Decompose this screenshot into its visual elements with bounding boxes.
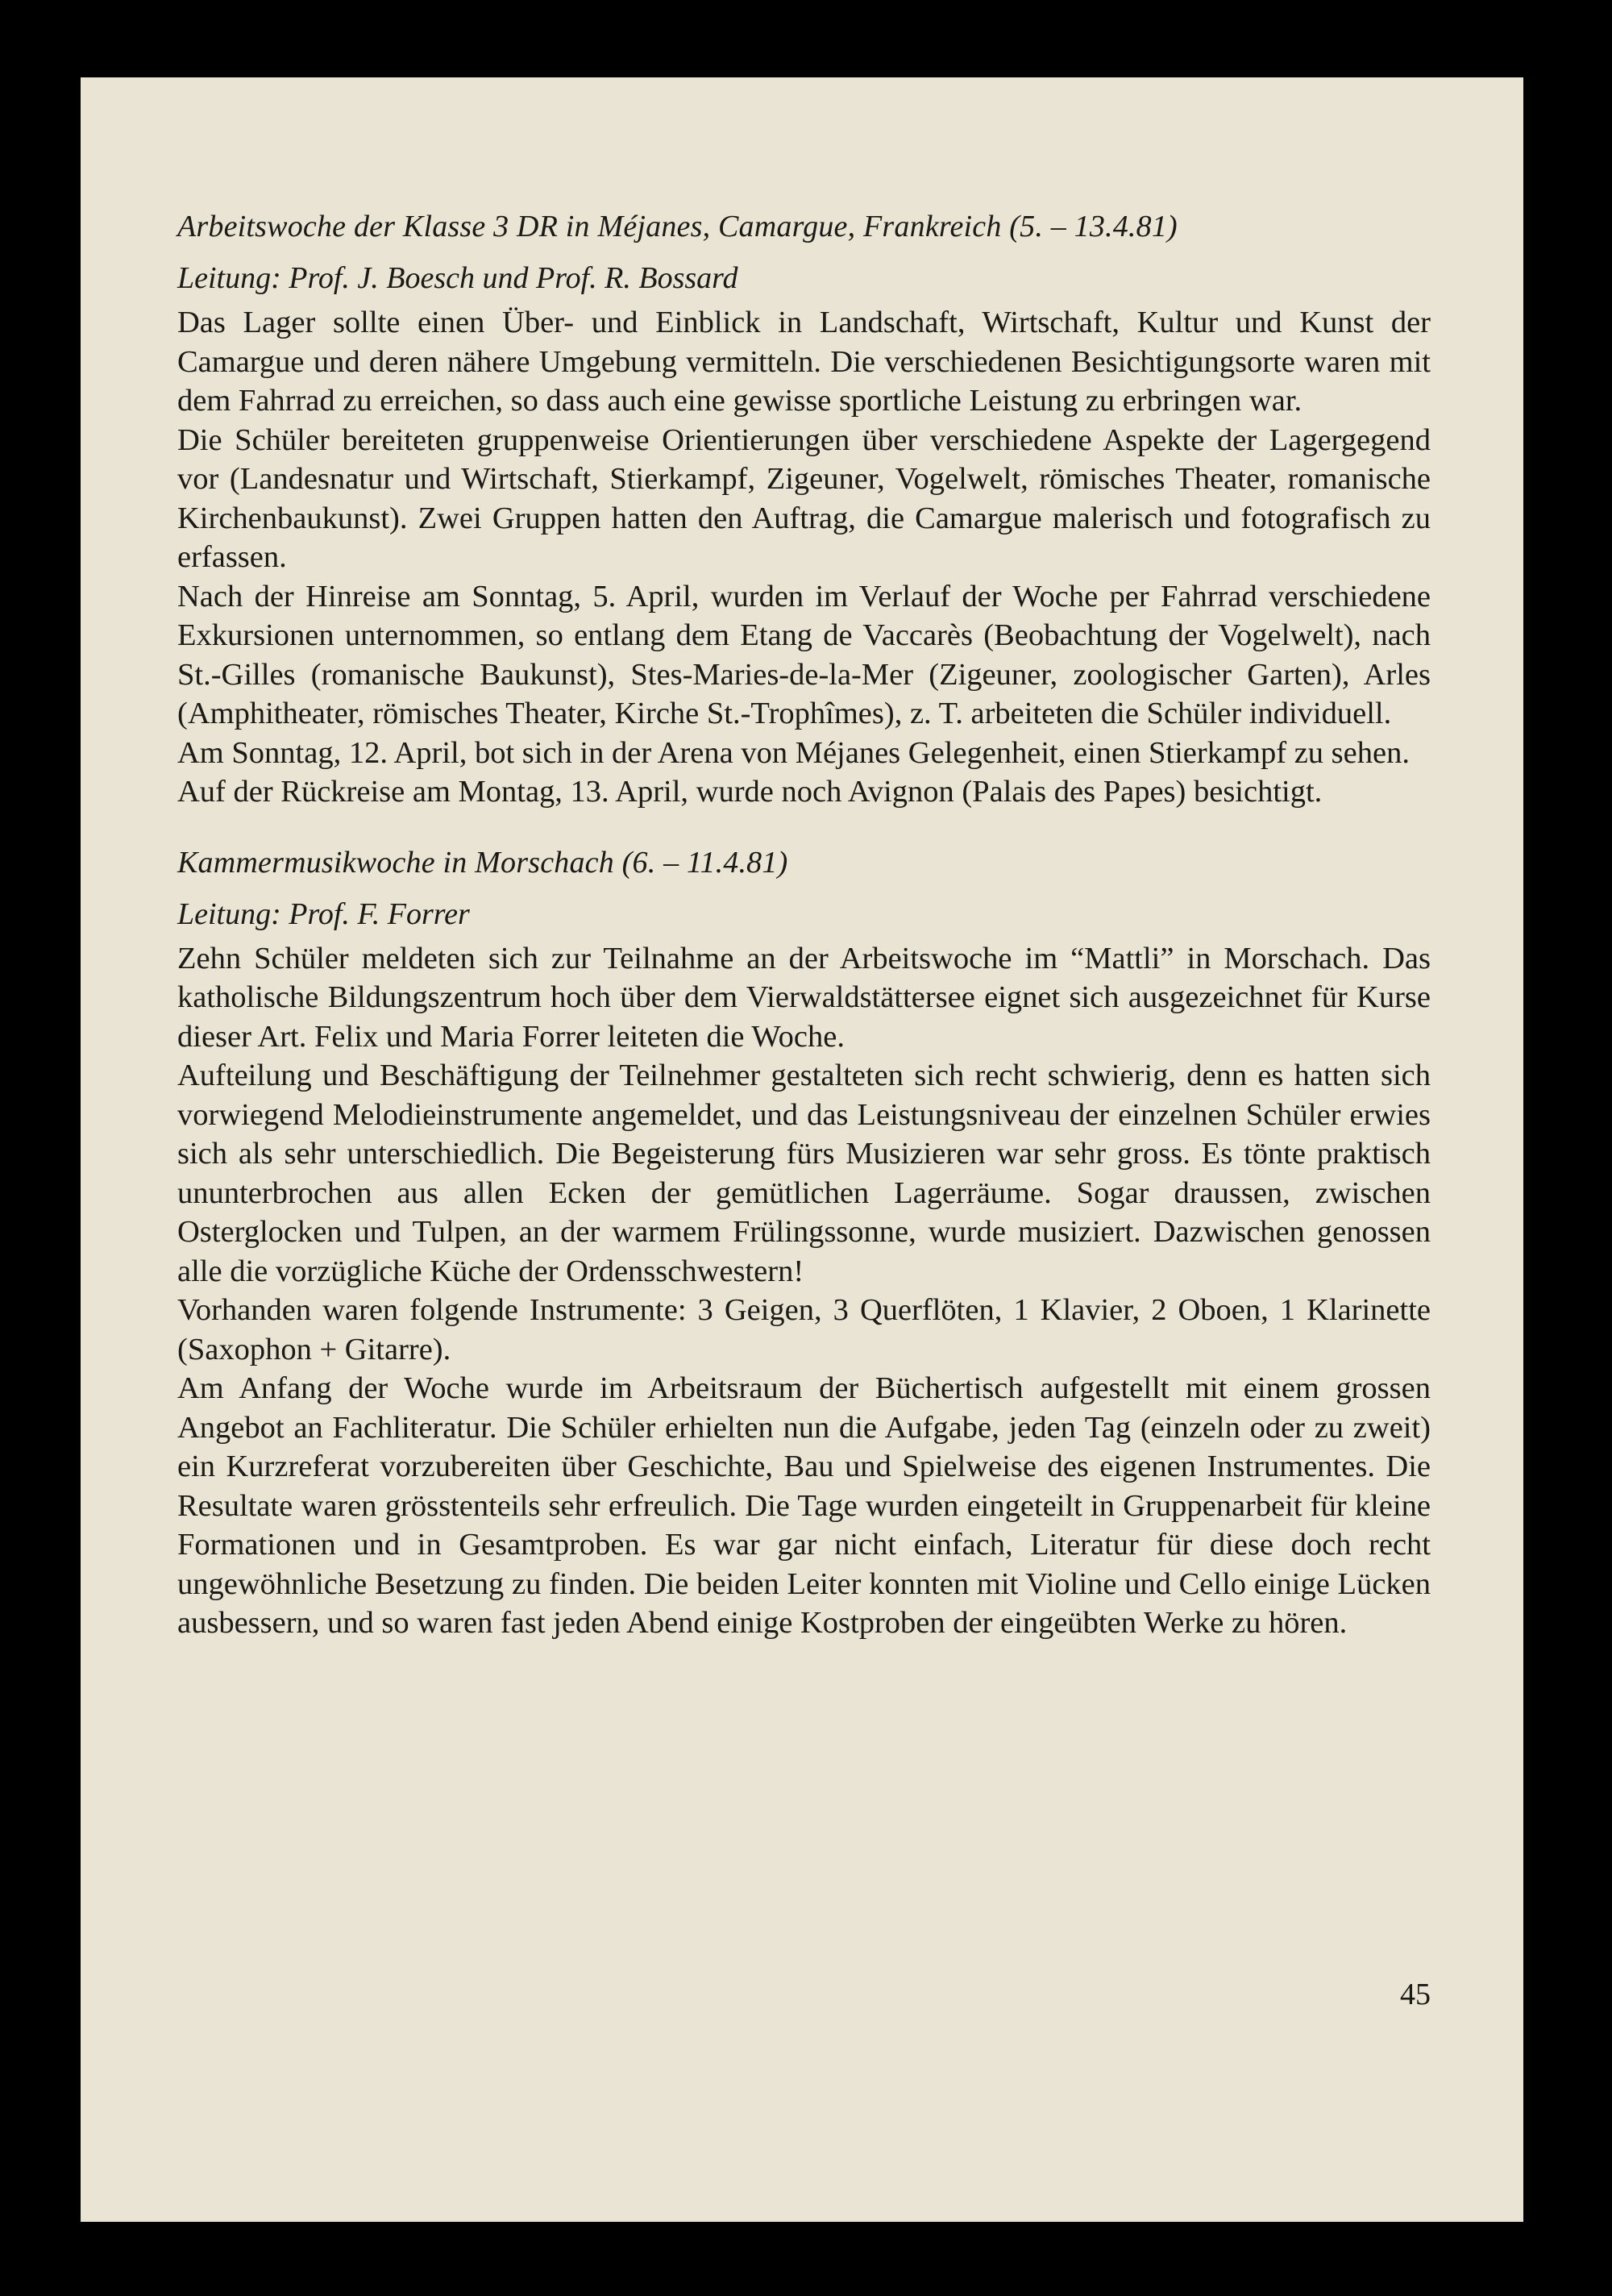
section-kammermusik	[177, 842, 1431, 1643]
section-heading: Kammermusikwoche in Morschach (6. – 11.4.81)	[177, 845, 788, 880]
document-page	[81, 77, 1523, 2222]
paragraph: Das Lager sollte einen Über- und Einblick in Landschaft, Wirtschaft, Kultur und Kunst der Camargue und deren nähere Umgebung vermitteln. Die verschiedenen Besichtigungsorte waren mit dem Fahrrad zu erreichen, so dass auch eine gewisse sportliche Leistung zu erbringen war.	[177, 306, 1431, 418]
paragraph: Aufteilung und Beschäftigung der Teilnehmer gestalteten sich recht schwierig, denn es hatten sich vorwiegend Melodieinstrumente angemeldet, und das Leistungsniveau der einzelnen Schüler erwies sich als sehr unterschiedlich. Die Begeisterung fürs Musizieren war sehr gross. Es tönte praktisch ununterbrochen aus allen Ecken der gemütlichen Lagerräume. Sogar draussen, zwischen Osterglocken und Tulpen, an der warmem Frülingssonne, wurde musiziert. Dazwischen genossen alle die vorzügliche Küche der Ordensschwestern!	[177, 1059, 1431, 1288]
page-number: 45	[1400, 1978, 1431, 2011]
section-heading: Arbeitswoche der Klasse 3 DR in Méjanes, Camargue, Frankreich (5. – 13.4.81)	[177, 210, 1178, 243]
page-content	[177, 206, 1431, 1643]
paragraph: Die Schüler bereiteten gruppenweise Orientierungen über verschiedene Aspekte der Lagergegend vor (Landesnatur und Wirtschaft, Stierkampf, Zigeuner, Vogelwelt, römisches Theater, romanische Kirchenbaukunst). Zwei Gruppen hatten den Auftrag, die Camargue malerisch und fotografisch zu erfassen.	[177, 422, 1431, 574]
paragraph: Vorhanden waren folgende Instrumente: 3 Geigen, 3 Querflöten, 1 Klavier, 2 Oboen, 1 Klarinette (Saxophon + Gitarre).	[177, 1293, 1431, 1366]
paragraph: Nach der Hinreise am Sonntag, 5. April, wurden im Verlauf der Woche per Fahrrad verschiedene Exkursionen unternommen, so entlang dem Etang de Vaccarès (Beobachtung der Vogelwelt), nach St.-Gilles (romanische Baukunst), Stes-Maries-de-la-Mer (Zigeuner, zoologischer Garten), Arles (Amphitheater, römisches Theater, Kirche St.-Trophîmes), z. T. arbeiteten die Schüler individuell.	[177, 579, 1431, 730]
paragraph: Zehn Schüler meldeten sich zur Teilnahme an der Arbeitswoche im “Mattli” in Morschach. Das katholische Bildungszentrum hoch über dem Vierwaldstättersee eignet sich ausgezeichnet für Kurse dieser Art. Felix und Maria Forrer leiteten die Woche.	[177, 941, 1431, 1054]
paragraph: Auf der Rückreise am Montag, 13. April, wurde noch Avignon (Palais des Papes) besichtigt.	[177, 775, 1323, 809]
section-camargue	[177, 206, 1431, 812]
section-leitung: Leitung: Prof. J. Boesch und Prof. R. Bossard	[177, 261, 738, 295]
paragraph: Am Anfang der Woche wurde im Arbeitsraum der Büchertisch aufgestellt mit einem grossen Angebot an Fachliteratur. Die Schüler erhielten nun die Aufgabe, jeden Tag (einzeln oder zu zweit) ein Kurzreferat vorzubereiten über Geschichte, Bau und Spielweise des eigenen Instrumentes. Die Resultate waren grösstenteils sehr erfreulich. Die Tage wurden eingeteilt in Gruppenarbeit für kleine Formationen und in Gesamtproben. Es war gar nicht einfach, Literatur für diese doch recht ungewöhnliche Besetzung zu finden. Die beiden Leiter konnten mit Violine und Cello einige Lücken ausbessern, und so waren fast jeden Abend einige Kostproben der eingeübten Werke zu hören.	[177, 1371, 1431, 1640]
paragraph: Am Sonntag, 12. April, bot sich in der Arena von Méjanes Gelegenheit, einen Stierkampf zu sehen.	[177, 735, 1410, 770]
section-leitung: Leitung: Prof. F. Forrer	[177, 896, 470, 931]
